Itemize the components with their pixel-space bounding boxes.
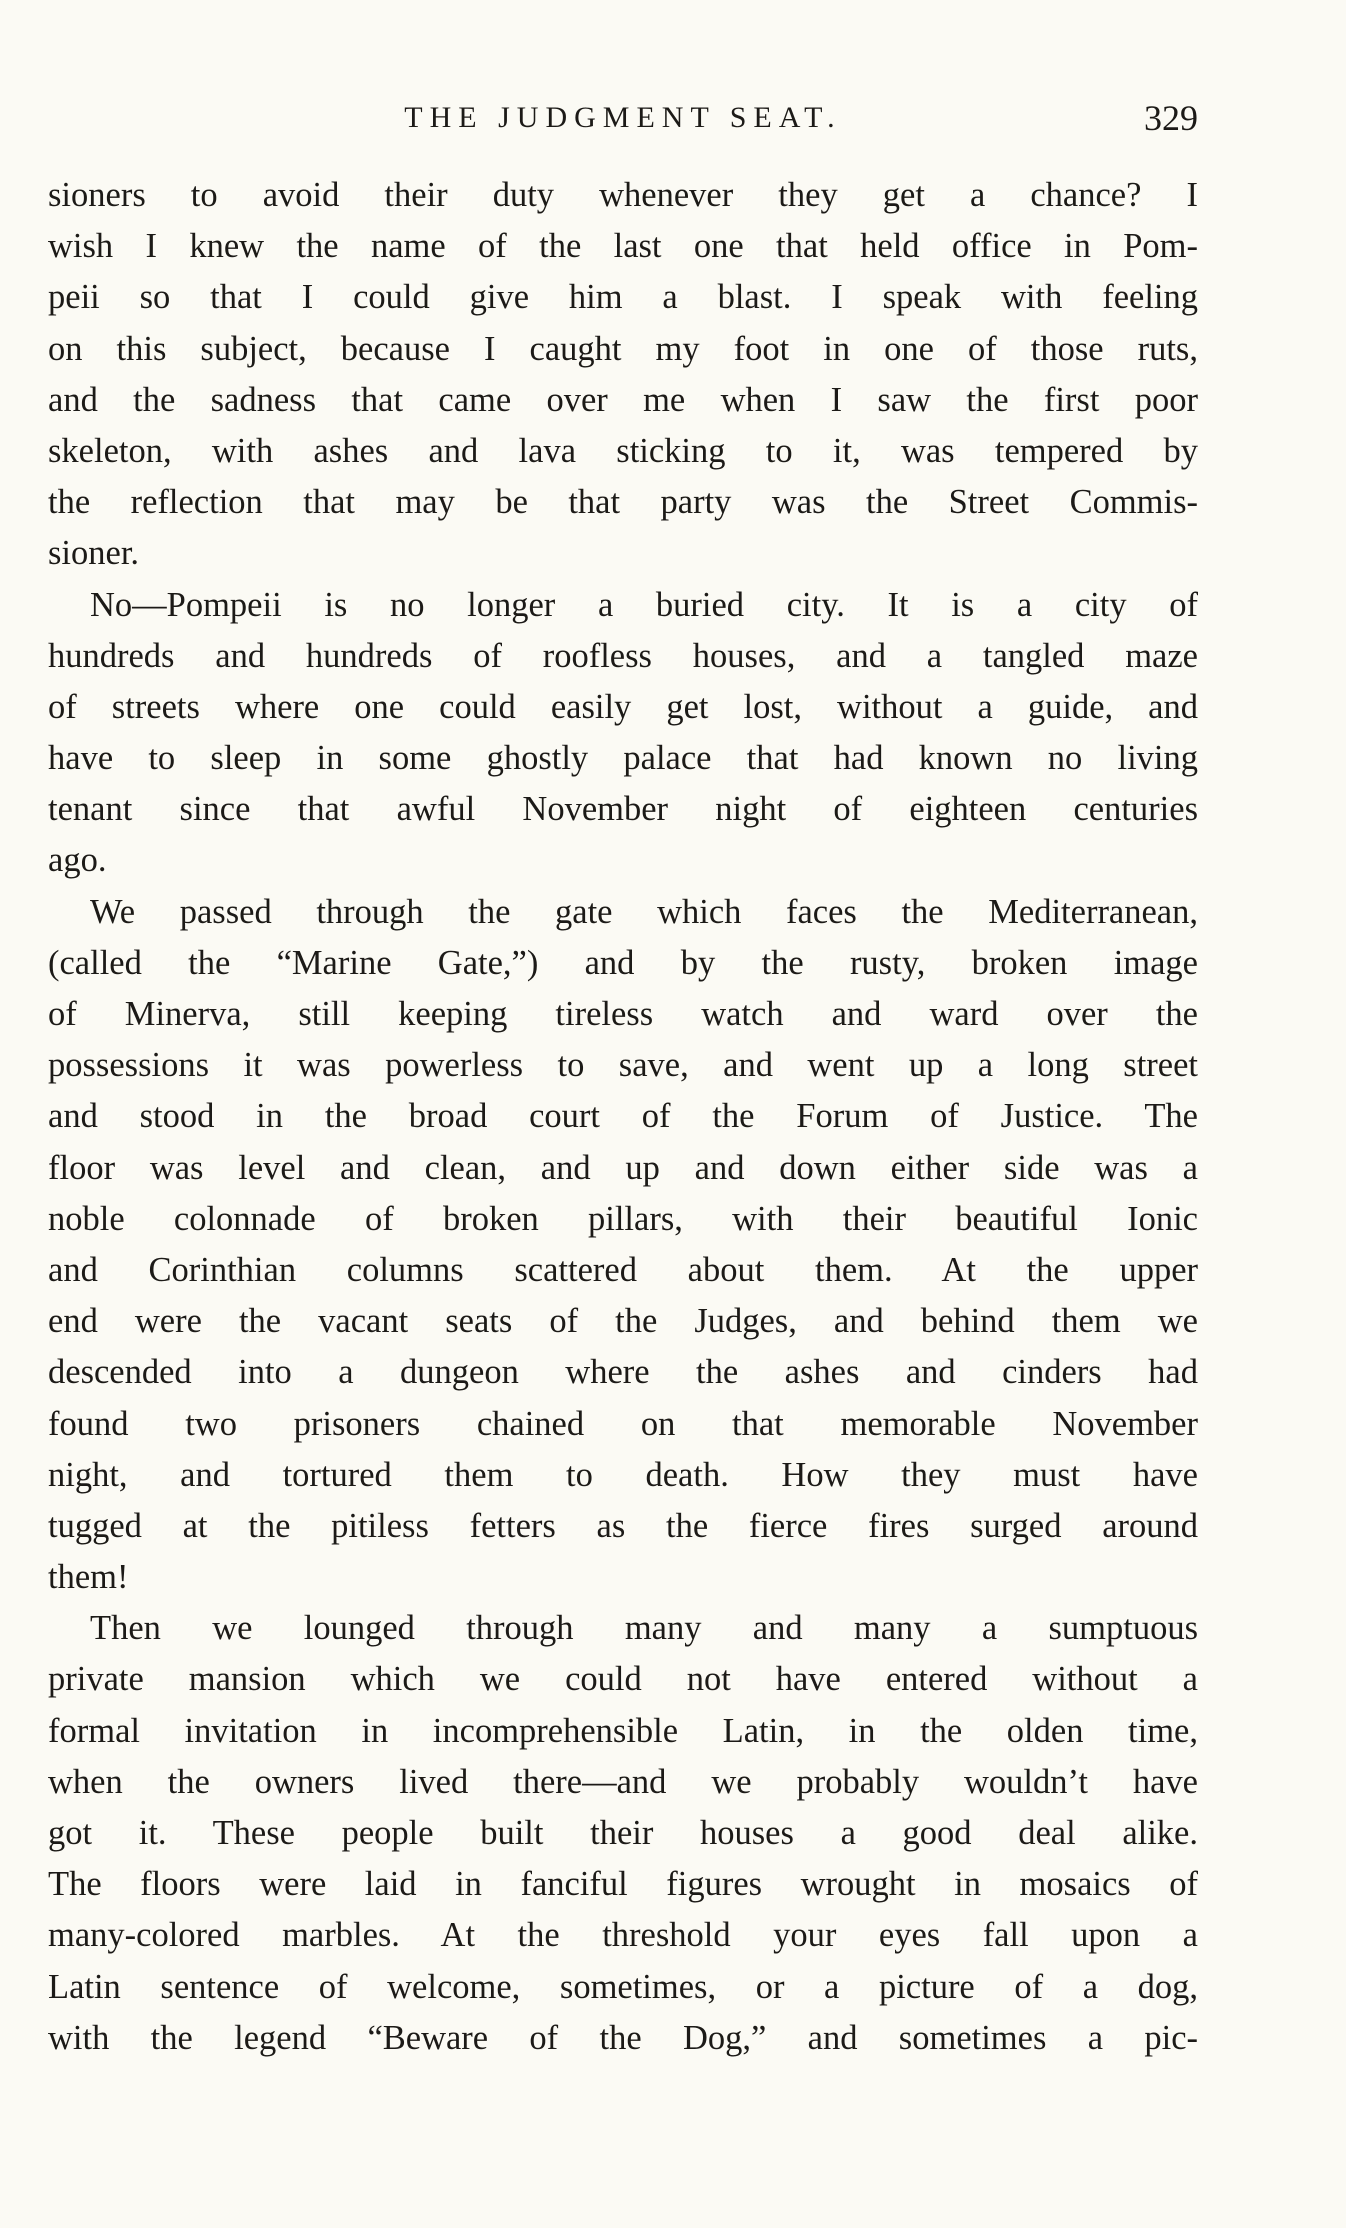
- text-line: possessions it was powerless to save, and went up a long street: [48, 1046, 1198, 1085]
- text-line: wish I knew the name of the last one that held office in Pom-: [48, 227, 1198, 266]
- body-text: [48, 170, 1198, 2064]
- text-line: noble colonnade of broken pillars, with their beautiful Ionic: [48, 1199, 1198, 1238]
- text-line: No—Pompeii is no longer a buried city. It is a city of: [90, 585, 1198, 624]
- text-line: formal invitation in incomprehensible Latin, in the olden time,: [48, 1711, 1198, 1750]
- text-line: The floors were laid in fanciful figures wrought in mosaics of: [48, 1865, 1198, 1904]
- text-line: found two prisoners chained on that memorable November: [48, 1404, 1198, 1443]
- text-line: ago.: [48, 841, 107, 880]
- text-line: on this subject, because I caught my foot in one of those ruts,: [48, 329, 1198, 368]
- text-line: tenant since that awful November night of eighteen centuries: [48, 790, 1198, 829]
- text-line: and stood in the broad court of the Forum of Justice. The: [48, 1097, 1198, 1136]
- text-line: private mansion which we could not have entered without a: [48, 1660, 1198, 1699]
- text-line: got it. These people built their houses a good deal alike.: [48, 1814, 1198, 1852]
- text-line: sioners to avoid their duty whenever they get a chance? I: [48, 176, 1198, 214]
- text-line: hundreds and hundreds of roofless houses, and a tangled maze: [48, 636, 1198, 675]
- running-title: THE JUDGMENT SEAT.: [404, 101, 842, 134]
- text-line: end were the vacant seats of the Judges, and behind them we: [48, 1302, 1198, 1341]
- text-line: We passed through the gate which faces the Mediterranean,: [90, 892, 1198, 931]
- text-line: (called the “Marine Gate,”) and by the rusty, broken image: [48, 943, 1198, 982]
- text-line: night, and tortured them to death. How they must have: [48, 1455, 1198, 1494]
- text-line: have to sleep in some ghostly palace that had known no living: [48, 739, 1198, 778]
- text-line: the reflection that may be that party was the Street Commis-: [48, 483, 1198, 522]
- text-line: them!: [48, 1558, 129, 1597]
- text-line: when the owners lived there—and we probably wouldn’t have: [48, 1762, 1198, 1801]
- text-line: and Corinthian columns scattered about them. At the upper: [48, 1250, 1198, 1289]
- running-head: [48, 93, 1198, 143]
- text-line: with the legend “Beware of the Dog,” and sometimes a pic-: [48, 2018, 1198, 2057]
- text-line: Latin sentence of welcome, sometimes, or a picture of a dog,: [48, 1967, 1198, 2006]
- text-line: descended into a dungeon where the ashes and cinders had: [48, 1353, 1198, 1392]
- text-line: floor was level and clean, and up and down either side was a: [48, 1148, 1198, 1187]
- page-number: 329: [1144, 98, 1198, 138]
- text-line: of Minerva, still keeping tireless watch and ward over the: [48, 995, 1198, 1033]
- text-line: skeleton, with ashes and lava sticking to it, was tempered by: [48, 431, 1198, 470]
- text-line: sioner.: [48, 534, 140, 573]
- text-line: tugged at the pitiless fetters as the fierce fires surged around: [48, 1506, 1198, 1545]
- text-line: Then we lounged through many and many a sumptuous: [90, 1609, 1198, 1648]
- text-line: many-colored marbles. At the threshold your eyes fall upon a: [48, 1916, 1198, 1955]
- text-line: and the sadness that came over me when I saw the first poor: [48, 380, 1198, 419]
- text-line: of streets where one could easily get lost, without a guide, and: [48, 687, 1198, 726]
- text-line: peii so that I could give him a blast. I speak with feeling: [48, 278, 1198, 317]
